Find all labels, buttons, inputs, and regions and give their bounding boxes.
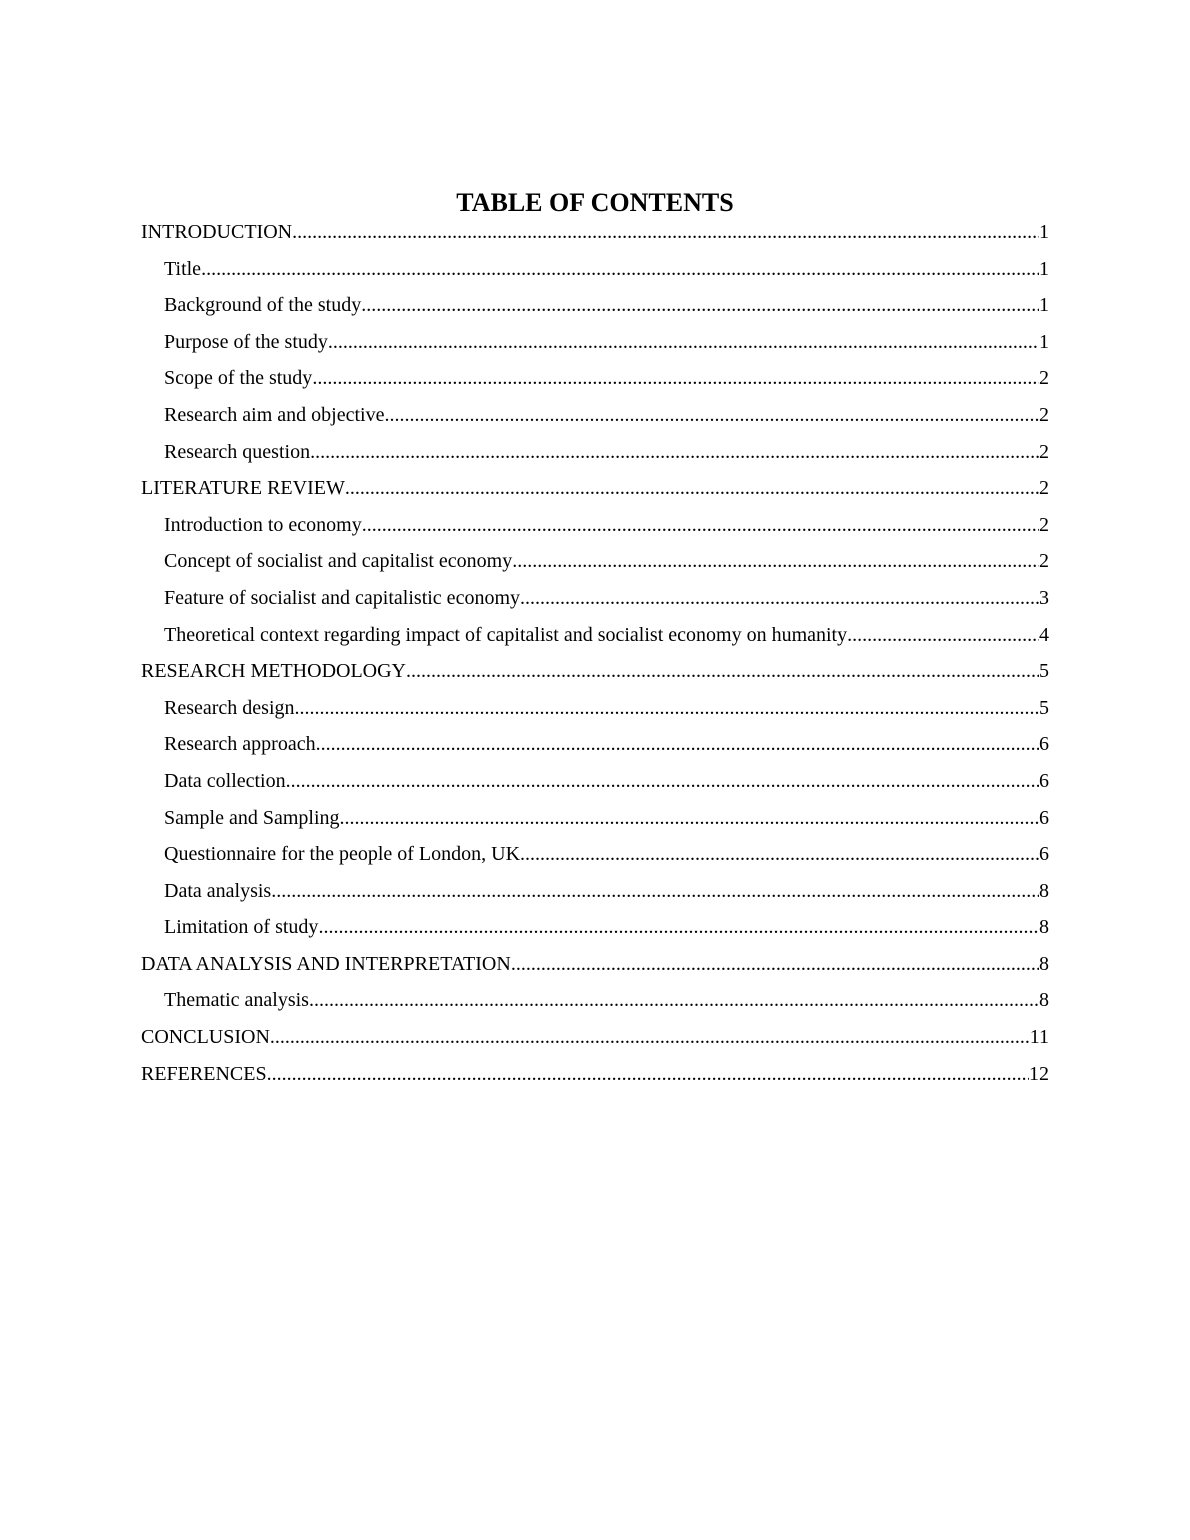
toc-entry[interactable]	[141, 253, 1049, 290]
dot-leader	[309, 984, 1039, 1016]
toc-entry-page[interactable]: 2	[1039, 367, 1049, 390]
toc-entry-label[interactable]: Data analysis	[164, 879, 272, 902]
toc-entry-label[interactable]: Purpose of the study	[164, 330, 328, 353]
toc-entry-page[interactable]: 2	[1039, 477, 1049, 500]
toc-entry-label[interactable]: REFERENCES	[141, 1062, 267, 1085]
toc-entry-page[interactable]: 3	[1039, 586, 1049, 609]
toc-entry[interactable]	[141, 399, 1049, 436]
toc-entry-label[interactable]: Research design	[164, 696, 295, 719]
toc-entry-label[interactable]: Background of the study	[164, 294, 362, 317]
dot-leader	[295, 692, 1039, 724]
dot-leader	[512, 545, 1039, 577]
toc-entry[interactable]	[141, 472, 1049, 509]
toc-entry-page[interactable]: 6	[1039, 806, 1049, 829]
toc-entry-label[interactable]: Research aim and objective	[164, 403, 385, 426]
dot-leader	[292, 216, 1039, 248]
toc-entry-page[interactable]: 5	[1039, 696, 1049, 719]
toc-entry-page[interactable]: 8	[1039, 989, 1049, 1012]
toc-entry-label[interactable]: Thematic analysis	[164, 989, 309, 1012]
toc-entry-page[interactable]: 1	[1039, 294, 1049, 317]
toc-entry-label[interactable]: Limitation of study	[164, 916, 319, 939]
toc-entry-page[interactable]: 1	[1039, 257, 1049, 280]
toc-entry-label[interactable]: Scope of the study	[164, 367, 313, 390]
toc-entry-page[interactable]: 2	[1039, 440, 1049, 463]
toc-entry-label[interactable]: DATA ANALYSIS AND INTERPRETATION	[141, 952, 511, 975]
dot-leader	[847, 619, 1039, 651]
toc-entry-page[interactable]: 8	[1039, 916, 1049, 939]
dot-leader	[520, 838, 1039, 870]
toc-entry-label[interactable]: Feature of socialist and capitalistic economy	[164, 586, 520, 609]
toc-entry[interactable]	[141, 875, 1049, 912]
toc-entry-page[interactable]: 2	[1039, 403, 1049, 426]
toc-entry[interactable]	[141, 436, 1049, 473]
toc-entry[interactable]	[141, 216, 1049, 253]
toc-entry[interactable]	[141, 728, 1049, 765]
toc-entry[interactable]	[141, 802, 1049, 839]
toc-entry-label[interactable]: Questionnaire for the people of London, UK	[164, 843, 521, 866]
toc-entry-label[interactable]: RESEARCH METHODOLOGY	[141, 660, 406, 683]
toc-entry-label[interactable]: Data collection	[164, 769, 286, 792]
toc-entry-page[interactable]: 12	[1029, 1062, 1049, 1085]
toc-entry-label[interactable]: INTRODUCTION	[141, 221, 293, 243]
toc-entry-page[interactable]: 1	[1039, 221, 1049, 243]
toc-entry-label[interactable]: Research question	[164, 440, 311, 463]
toc-entry-label[interactable]: Title	[164, 257, 202, 280]
dot-leader	[406, 655, 1039, 687]
dot-leader	[318, 911, 1039, 943]
toc-entry[interactable]	[141, 289, 1049, 326]
dot-leader	[340, 802, 1039, 834]
toc-entry[interactable]	[141, 362, 1049, 399]
toc-entry[interactable]	[141, 765, 1049, 802]
toc-entry-page[interactable]: 6	[1039, 769, 1049, 792]
toc-entry-label[interactable]: Sample and Sampling	[164, 806, 340, 829]
toc-entry-page[interactable]: 2	[1039, 513, 1049, 536]
toc-entry[interactable]	[141, 619, 1049, 656]
dot-leader	[201, 253, 1039, 285]
dot-leader	[312, 362, 1039, 394]
dot-leader	[267, 1058, 1029, 1090]
dot-leader	[384, 399, 1039, 431]
toc-entry[interactable]	[141, 1021, 1049, 1058]
toc-entry[interactable]	[141, 655, 1049, 692]
toc-entry[interactable]	[141, 1058, 1049, 1095]
toc-entry-page[interactable]: 8	[1039, 952, 1049, 975]
toc-entry-page[interactable]: 2	[1039, 550, 1049, 573]
dot-leader	[316, 728, 1039, 760]
dot-leader	[271, 875, 1039, 907]
toc-entry[interactable]	[141, 582, 1049, 619]
toc-entry-page[interactable]: 11	[1029, 1026, 1049, 1049]
dot-leader	[511, 948, 1039, 980]
toc-entry[interactable]	[141, 692, 1049, 729]
dot-leader	[286, 765, 1039, 797]
toc-entry-page[interactable]: 8	[1039, 879, 1049, 902]
dot-leader	[328, 326, 1039, 358]
dot-leader	[310, 436, 1039, 468]
toc-entry-page[interactable]: 5	[1039, 660, 1049, 683]
toc-entry[interactable]	[141, 326, 1049, 363]
toc-title: TABLE OF CONTENTS	[456, 188, 734, 217]
table-of-contents	[141, 216, 1049, 1094]
toc-entry[interactable]	[141, 911, 1049, 948]
toc-entry[interactable]	[141, 838, 1049, 875]
toc-entry[interactable]	[141, 509, 1049, 546]
dot-leader	[270, 1021, 1030, 1053]
toc-entry-page[interactable]: 6	[1039, 733, 1049, 756]
toc-entry-label[interactable]: Concept of socialist and capitalist economy	[164, 550, 513, 573]
toc-entry-page[interactable]: 6	[1039, 843, 1049, 866]
dot-leader	[361, 289, 1039, 321]
toc-entry-label[interactable]: CONCLUSION	[141, 1026, 270, 1049]
toc-entry-page[interactable]: 1	[1039, 330, 1049, 353]
dot-leader	[362, 509, 1039, 541]
toc-entry[interactable]	[141, 545, 1049, 582]
toc-entry-label[interactable]: Research approach	[164, 733, 316, 756]
dot-leader	[345, 472, 1039, 504]
toc-entry-label[interactable]: Theoretical context regarding impact of capitalist and socialist economy on humanity	[164, 623, 848, 646]
toc-entry-label[interactable]: LITERATURE REVIEW	[141, 477, 345, 500]
toc-entry-label[interactable]: Introduction to economy	[164, 513, 362, 536]
dot-leader	[520, 582, 1039, 614]
toc-entry[interactable]	[141, 984, 1049, 1021]
toc-entry-page[interactable]: 4	[1039, 623, 1049, 646]
toc-entry[interactable]	[141, 948, 1049, 985]
